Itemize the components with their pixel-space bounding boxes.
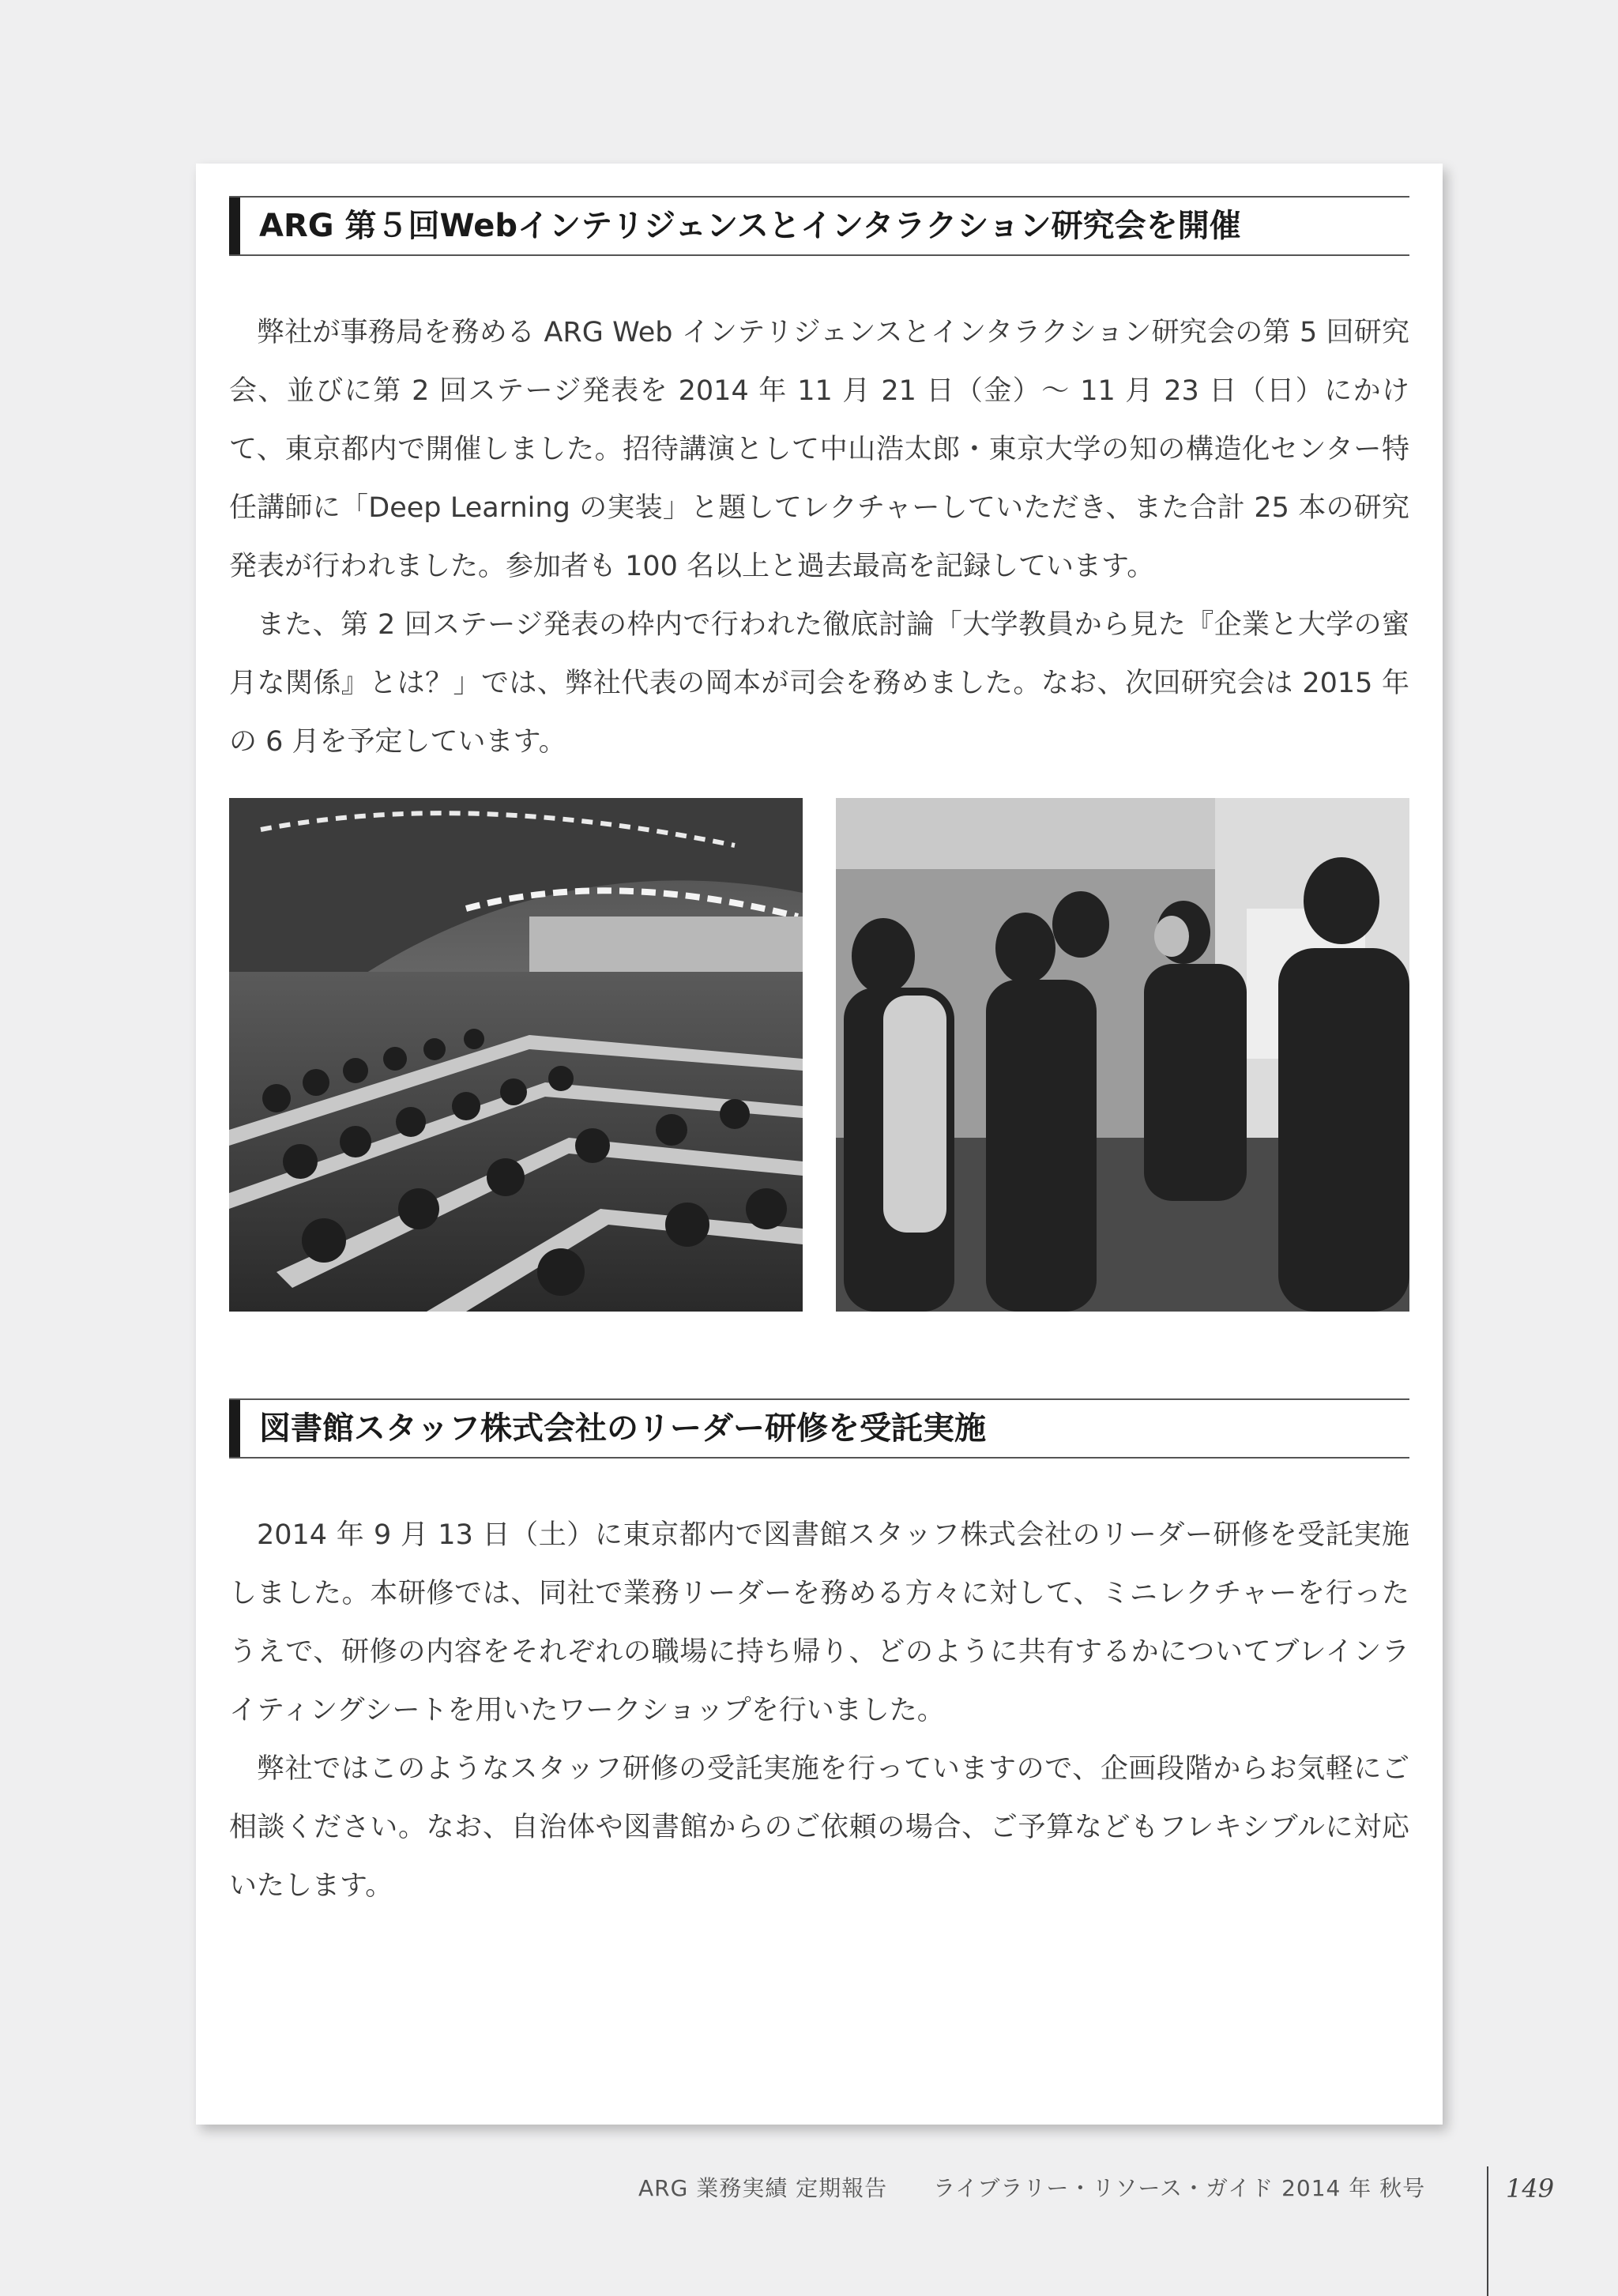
footer-divider xyxy=(1487,2166,1488,2296)
paragraph: 弊社が事務局を務める ARG Web インテリジェンスとインタラクション研究会の第 5 回研究会、並びに第 2 回ステージ発表を 2014 年 11 月 21 日（金）～ 11 月 23 日（日）にかけて、東京都内で開催しました。招待講演として中山浩太郎・東京大学の知の構造化センター特任講師に「Deep Learning の実装」と題してレクチャーしていただき、また合計 25 本の研究発表が行われました。参加者も 100 名以上と過去最高を記録しています。 xyxy=(229,317,1409,582)
discussion-photo xyxy=(836,798,1409,1312)
section-heading-leader-training xyxy=(229,1398,1409,1459)
heading-bar xyxy=(229,198,240,254)
section-title: 図書館スタッフ株式会社のリーダー研修を受託実施 xyxy=(259,1410,986,1447)
section2-body xyxy=(229,1506,1409,1915)
paragraph: また、第 2 回ステージ発表の枠内で行われた徹底討論「大学教員から見た『企業と大学の蜜月な関係』とは？」では、弊社代表の岡本が司会を務めました。なお、次回研究会は 2015 年の 6 月を予定しています。 xyxy=(229,609,1409,758)
heading-bar xyxy=(229,1400,240,1457)
running-footer: ARG 業務実績 定期報告 ライブラリー・リソース・ガイド 2014 年 秋号 xyxy=(638,2175,1426,2201)
paragraph: 2014 年 9 月 13 日（土）に東京都内で図書館スタッフ株式会社のリーダー研修を受託実施しました。本研修では、同社で業務リーダーを務める方々に対して、ミニレクチャーを行ったうえで、研修の内容をそれぞれの職場に持ち帰り、どのように共有するかについてブレインライティングシートを用いたワークショップを行いました。 xyxy=(229,1519,1409,1726)
lecture-hall-photo xyxy=(229,798,803,1312)
section-heading-arg-workshop xyxy=(229,196,1409,256)
paragraph: 弊社ではこのようなスタッフ研修の受託実施を行っていますので、企画段階からお気軽にご相談ください。なお、自治体や図書館からのご依頼の場合、ご予算などもフレキシブルに対応いたします。 xyxy=(229,1753,1409,1902)
page-number: 149 xyxy=(1506,2174,1555,2204)
section1-body xyxy=(229,303,1409,771)
section-title: ARG 第５回Webインテリジェンスとインタラクション研究会を開催 xyxy=(259,208,1241,244)
